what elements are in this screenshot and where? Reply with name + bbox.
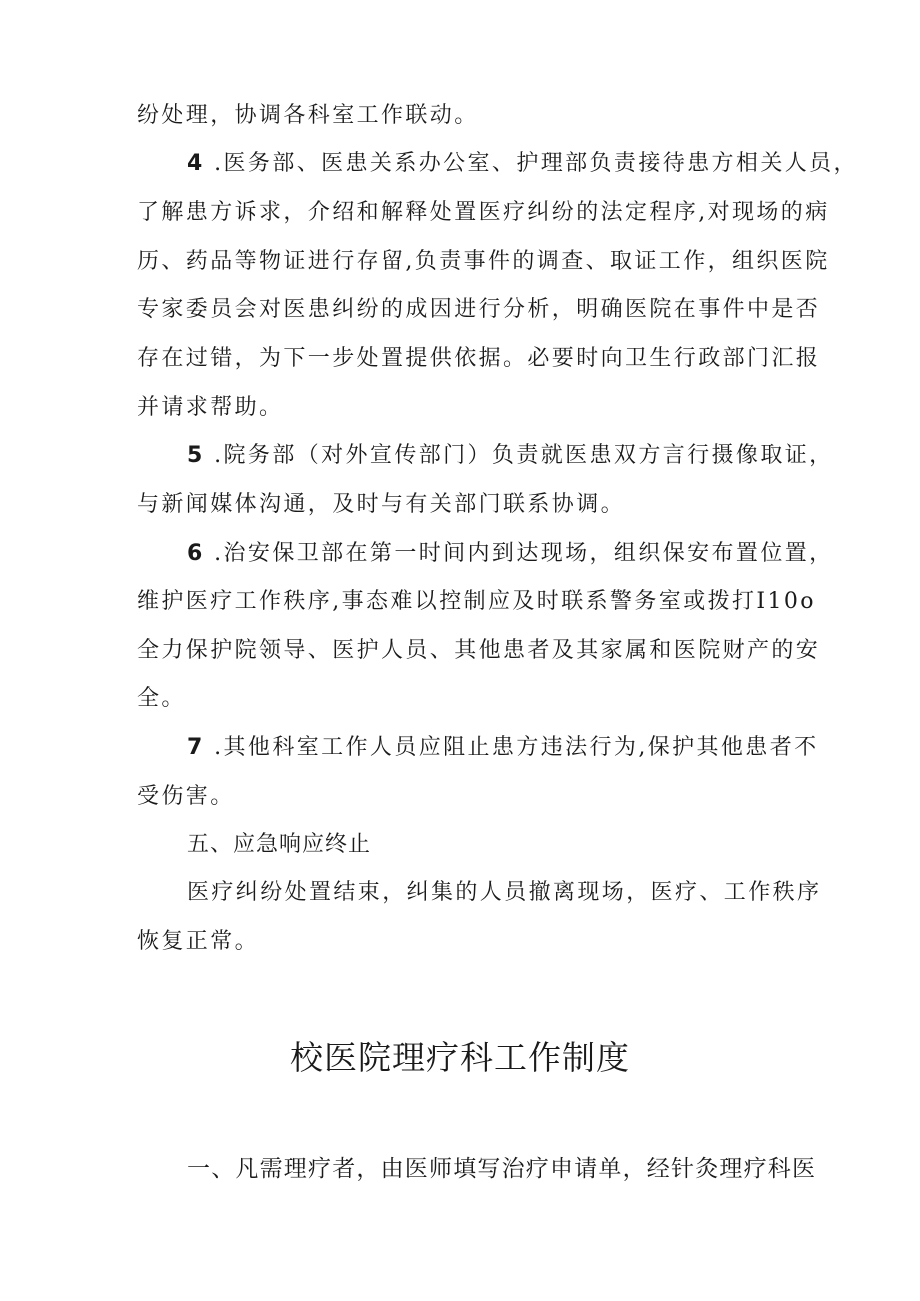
paragraph-line: 历、药品等物证进行存留,负责事件的调查、取证工作，组织医院 [137, 249, 830, 274]
rule-line: 一、凡需理疗者，由医师填写治疗申请单，经针灸理疗科医 [187, 1156, 817, 1182]
paragraph-line: 7 .其他科室工作人员应阻止患方违法行为,保护其他患者不 [187, 735, 819, 760]
document-title: 校医院理疗科工作制度 [290, 1038, 630, 1077]
paragraph-line: 4 .医务部、医患关系办公室、护理部负责接待患方相关人员， [187, 151, 858, 176]
paragraph-line: 并请求帮助。 [137, 395, 284, 420]
paragraph-line: 全力保护院领导、医护人员、其他患者及其家属和医院财产的安 [137, 638, 821, 663]
item-number: 6 [187, 541, 205, 566]
paragraph-line: 存在过错，为下一步处置提供依据。必要时向卫生行政部门汇报 [137, 346, 821, 371]
paragraph-line: 纷处理，协调各科室工作联动。 [137, 103, 479, 128]
paragraph-line: 全。 [137, 686, 186, 711]
paragraph-line: 维护医疗工作秩序,事态难以控制应及时联系警务室或拨打I10o [137, 589, 816, 614]
section-heading: 五、应急响应终止 [187, 832, 372, 857]
item-number: 4 [187, 151, 205, 176]
paragraph-line: 5 .院务部（对外宣传部门）负责就医患双方言行摄像取证， [187, 443, 834, 468]
paragraph-line: 与新闻媒体沟通，及时与有关部门联系协调。 [137, 492, 626, 517]
paragraph-line: 医疗纠纷处置结束，纠集的人员撤离现场，医疗、工作秩序 [187, 880, 822, 905]
item-number: 7 [187, 735, 205, 760]
paragraph-line: 专家委员会对医患纠纷的成因进行分析，明确医院在事件中是否 [137, 297, 821, 322]
paragraph-line: 恢复正常。 [137, 929, 260, 954]
item-number: 5 [187, 443, 205, 468]
paragraph-line: 6 .治安保卫部在第一时间内到达现场，组织保安布置位置， [187, 541, 834, 566]
paragraph-line: 受伤害。 [137, 784, 235, 809]
paragraph-line: 了解患方诉求，介绍和解释处置医疗纠纷的法定程序,对现场的病 [137, 200, 830, 225]
